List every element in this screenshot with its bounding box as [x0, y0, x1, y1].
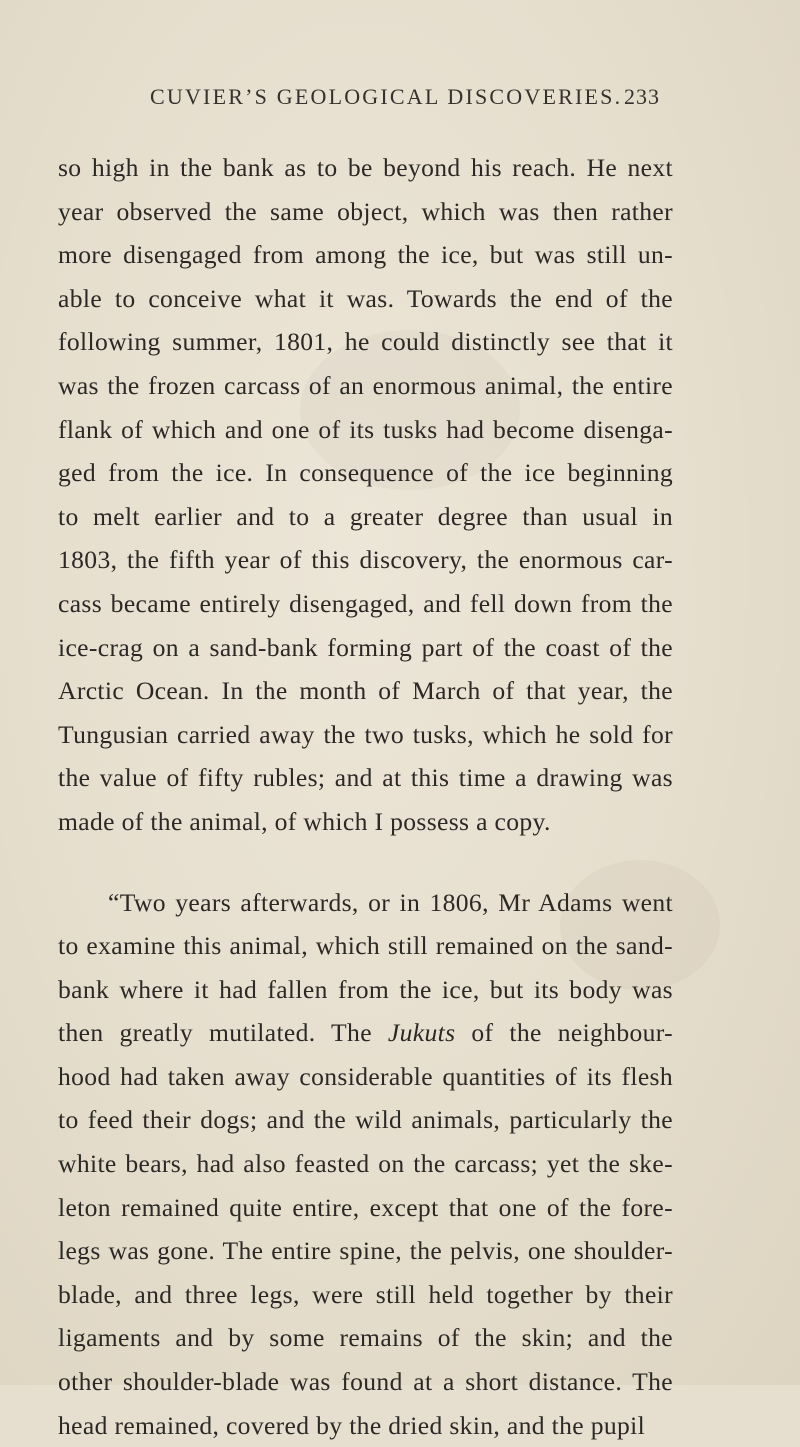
text-line: the value of fifty rubles; and at this time a drawing was	[58, 756, 673, 800]
text-line: Arctic Ocean. In the month of March of that year, the	[58, 669, 673, 713]
text-line: was the frozen carcass of an enormous animal, the entire	[58, 364, 673, 408]
text-line: bank where it had fallen from the ice, but its body was	[58, 968, 673, 1012]
text-line: able to conceive what it was. Towards the end of the	[58, 277, 673, 321]
text-line: white bears, had also feasted on the carcass; yet the ske-	[58, 1142, 673, 1186]
text-line-with-italic	[58, 1011, 673, 1055]
text-line: ligaments and by some remains of the skin; and the	[58, 1316, 673, 1360]
text-line: to melt earlier and to a greater degree than usual in	[58, 495, 673, 539]
italic-word: Jukuts	[388, 1018, 455, 1047]
paragraph-1	[58, 146, 673, 844]
text-line: ged from the ice. In consequence of the ice beginning	[58, 451, 673, 495]
page-header	[150, 84, 660, 116]
text-line: 1803, the fifth year of this discovery, the enormous car-	[58, 538, 673, 582]
text-line: blade, and three legs, were still held together by their	[58, 1273, 673, 1317]
text-line: head remained, covered by the dried skin, and the pupil	[58, 1404, 673, 1447]
paragraph-2	[58, 881, 673, 1447]
text-line: ice-crag on a sand-bank forming part of the coast of the	[58, 626, 673, 670]
text-line: more disengaged from among the ice, but was still un-	[58, 233, 673, 277]
text-line: Tungusian carried away the two tusks, which he sold for	[58, 713, 673, 757]
text-line: legs was gone. The entire spine, the pelvis, one shoulder-	[58, 1229, 673, 1273]
text-fragment: then greatly mutilated. The	[58, 1018, 388, 1047]
text-line: flank of which and one of its tusks had become disenga-	[58, 408, 673, 452]
text-line: so high in the bank as to be beyond his reach. He next	[58, 146, 673, 190]
text-fragment: of the neighbour-	[455, 1018, 673, 1047]
text-line: other shoulder-blade was found at a short distance. The	[58, 1360, 673, 1404]
text-line: year observed the same object, which was then rather	[58, 190, 673, 234]
text-line: leton remained quite entire, except that one of the fore-	[58, 1186, 673, 1230]
running-head: CUVIER’S GEOLOGICAL DISCOVERIES.	[150, 84, 622, 110]
text-line: to examine this animal, which still remained on the sand-	[58, 924, 673, 968]
text-line: made of the animal, of which I possess a copy.	[58, 800, 673, 844]
text-line: following summer, 1801, he could distinctly see that it	[58, 320, 673, 364]
body-text	[58, 146, 673, 1447]
page-number: 233	[624, 84, 660, 110]
text-line: “Two years afterwards, or in 1806, Mr Adams went	[58, 881, 673, 925]
text-line: hood had taken away considerable quantities of its flesh	[58, 1055, 673, 1099]
text-line: to feed their dogs; and the wild animals, particularly the	[58, 1098, 673, 1142]
paragraph-break	[58, 844, 673, 881]
text-line: cass became entirely disengaged, and fell down from the	[58, 582, 673, 626]
